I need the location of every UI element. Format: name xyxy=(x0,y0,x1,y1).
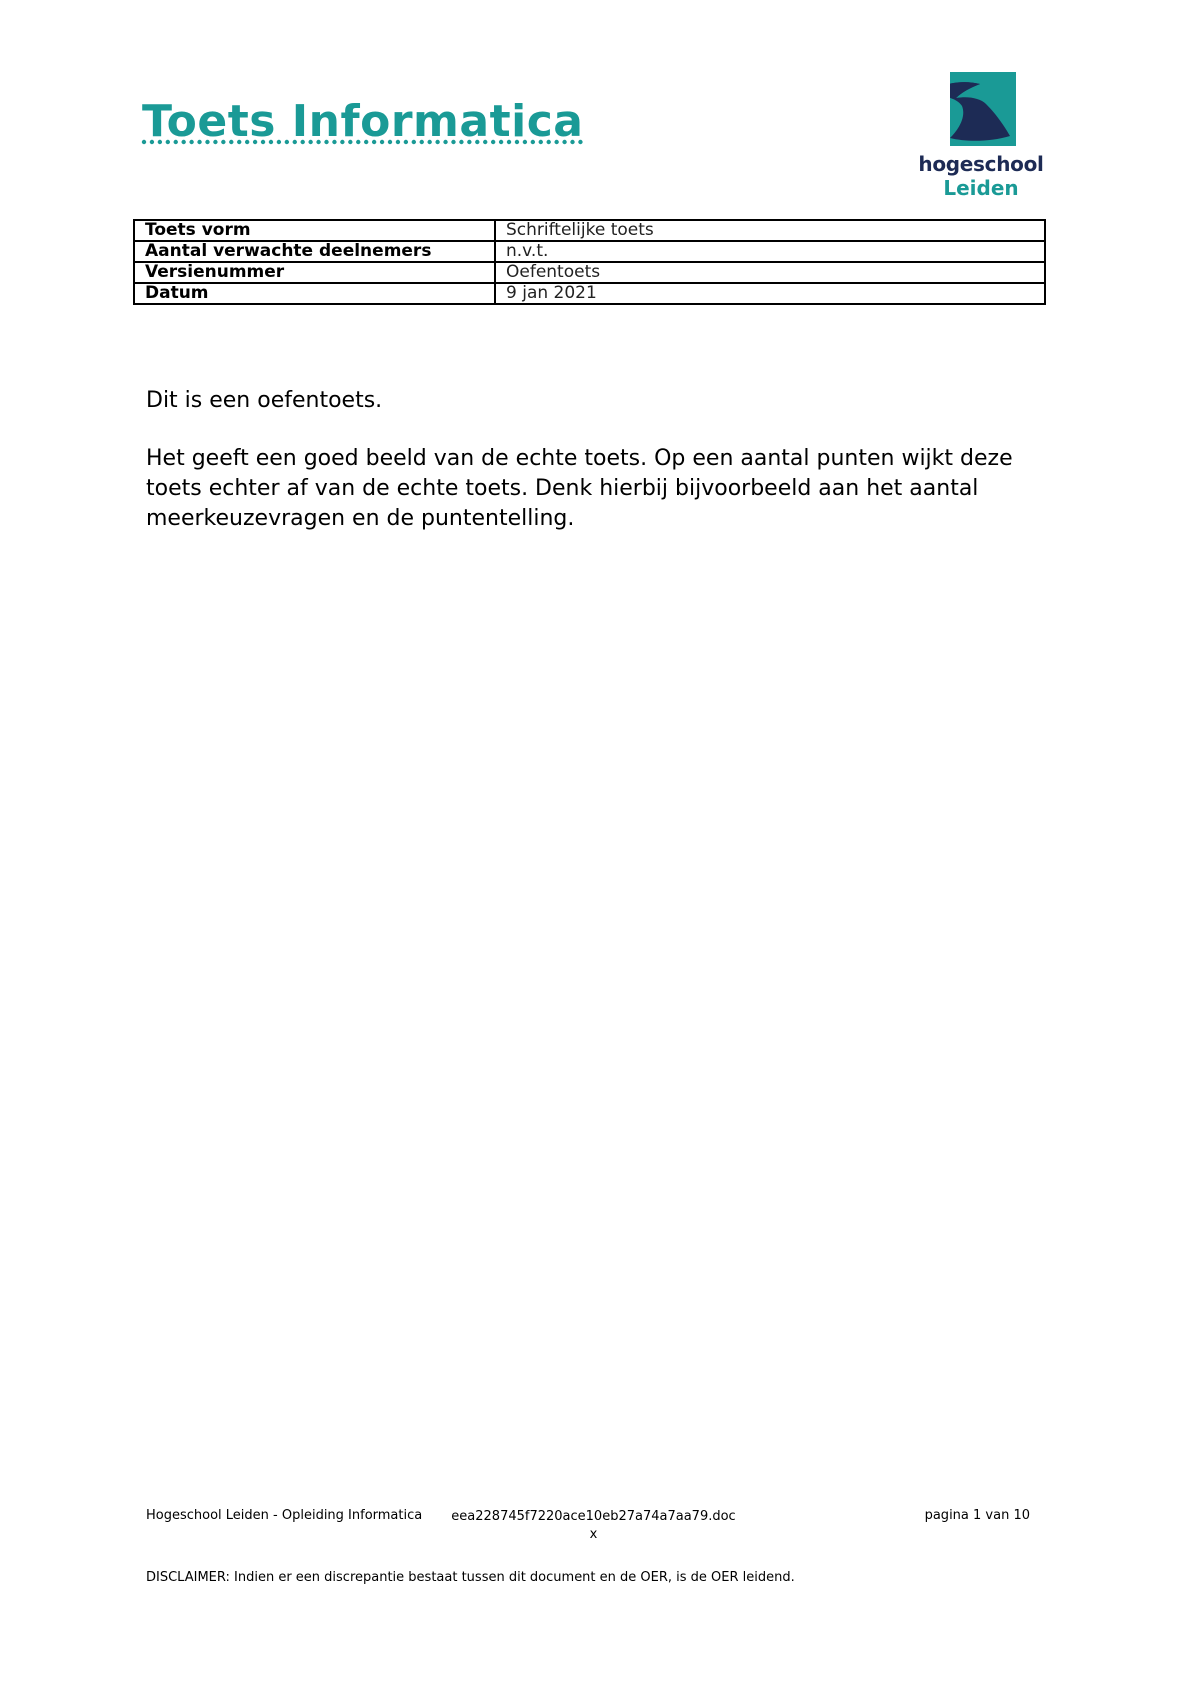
table-row xyxy=(134,220,1045,241)
test-form-label: Toets vorm xyxy=(134,220,495,241)
test-form-value: Schriftelijke toets xyxy=(495,220,1045,241)
disclaimer: DISCLAIMER: Indien er een discrepantie bestaat tussen dit document en de OER, is de OER leidend. xyxy=(146,1570,795,1585)
footer-filename: eea228745f7220ace10eb27a74a7aa79.docx xyxy=(451,1509,736,1542)
hogeschool-leiden-logo xyxy=(916,72,1046,202)
table-row xyxy=(134,283,1045,304)
version-value: Oefentoets xyxy=(495,262,1045,283)
version-label: Versienummer xyxy=(134,262,495,283)
table-row xyxy=(134,241,1045,262)
logo-line-hogeschool: hogeschool xyxy=(918,152,1044,176)
test-info-table xyxy=(133,219,1046,305)
logo-mark-icon xyxy=(950,72,1016,146)
footer-page-number: pagina 1 van 10 xyxy=(924,1508,1030,1523)
document-title: Toets Informatica xyxy=(142,96,584,147)
participants-value: n.v.t. xyxy=(495,241,1045,262)
logo-line-leiden: Leiden xyxy=(943,176,1019,200)
intro-paragraph-1: Dit is een oefentoets. xyxy=(146,388,383,413)
date-label: Datum xyxy=(134,283,495,304)
participants-label: Aantal verwachte deelnemers xyxy=(134,241,495,262)
footer-organisation: Hogeschool Leiden - Opleiding Informatica xyxy=(146,1508,423,1523)
intro-paragraph-2: Het geeft een goed beeld van de echte toets. Op een aantal punten wijkt deze toets echter af van de echte toets. Denk hierbij bijvoorbeeld aan het aantal meerkeuzevragen en de puntentelling. xyxy=(146,446,1013,531)
intro-text xyxy=(146,386,1066,562)
date-value: 9 jan 2021 xyxy=(495,283,1045,304)
table-row xyxy=(134,262,1045,283)
